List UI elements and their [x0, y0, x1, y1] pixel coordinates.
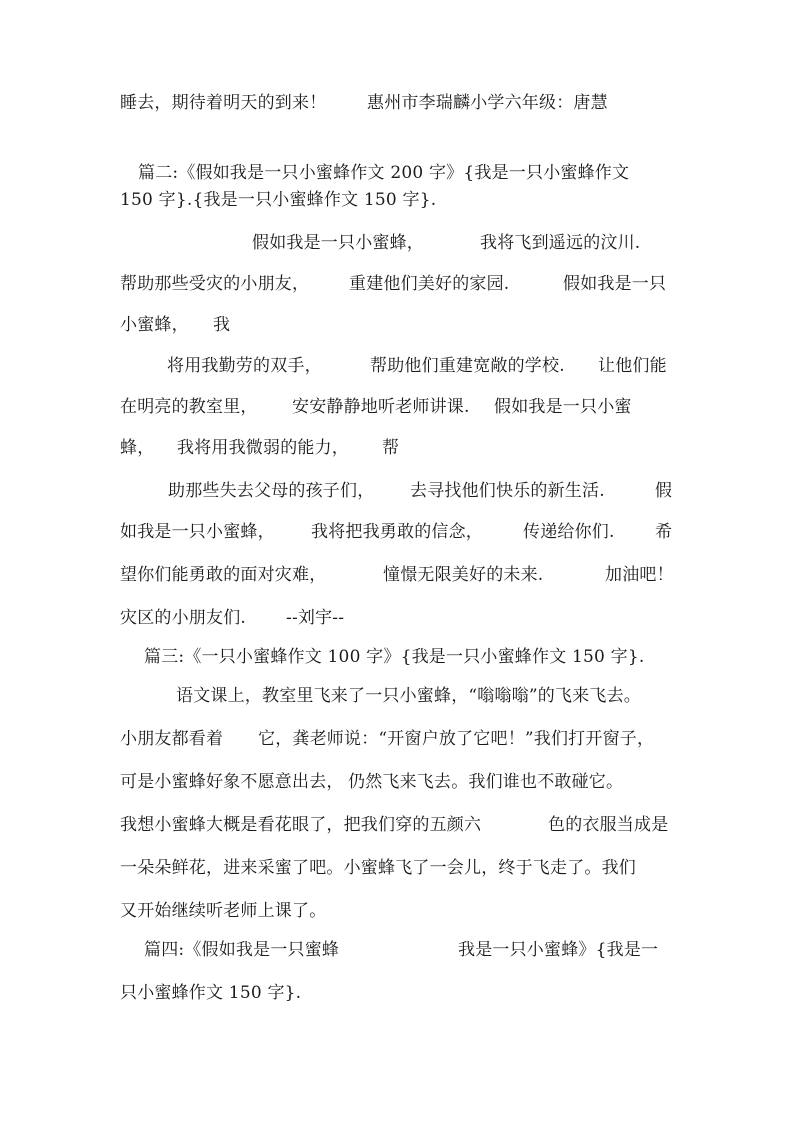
- text-segment: 篇二:《假如我是一只小蜜蜂作文 200 字》{我是一只小蜜蜂作文: [138, 163, 630, 183]
- text-segment: 惠州市李瑞麟小学六年级：唐慧: [367, 93, 608, 113]
- text-segment: 助那些失去父母的孩子们，: [168, 481, 375, 501]
- text-segment: 小蜜蜂，: [120, 315, 189, 335]
- text-line: [0, 725, 794, 753]
- text-segment: 假: [655, 481, 673, 501]
- text-line: [0, 477, 794, 505]
- text-line: [0, 186, 794, 214]
- text-segment: 帮助那些受灾的小朋友，: [120, 274, 310, 294]
- text-segment: 望你们能勇敢的面对灾难，: [120, 565, 327, 585]
- text-segment: 我: [213, 315, 231, 335]
- text-line: [0, 270, 794, 298]
- text-segment: 我将飞到遥远的汶川.: [480, 233, 641, 253]
- text-segment: 它，龚老师说：“开窗户放了它吧！”我们打开窗子，: [258, 729, 655, 749]
- text-segment: 篇三:《一只小蜜蜂作文 100 字》{我是一只小蜜蜂作文 150 字}.: [144, 647, 645, 667]
- text-segment: 帮助他们重建宽敞的学校.: [370, 356, 565, 376]
- text-segment: 假如我是一只: [563, 274, 667, 294]
- text-line: [0, 561, 794, 589]
- text-line: [0, 89, 794, 117]
- text-segment: 睡去，期待着明天的到来！: [120, 93, 327, 113]
- text-segment: 假如我是一只小蜜: [494, 397, 632, 417]
- text-line: [0, 311, 794, 339]
- text-line: [0, 936, 794, 964]
- text-segment: 如我是一只小蜜蜂，: [120, 522, 275, 542]
- text-segment: 我想小蜜蜂大概是看花眼了，把我们穿的五颜六: [120, 815, 482, 835]
- text-segment: --刘宇--: [286, 608, 345, 628]
- text-segment: 传递给你们.: [523, 522, 615, 542]
- text-segment: 150 字}.{我是一只小蜜蜂作文 150 字}.: [120, 190, 437, 210]
- text-segment: 我将把我勇敢的信念，: [311, 522, 483, 542]
- text-line: [0, 393, 794, 421]
- text-line: [0, 434, 794, 462]
- text-segment: 帮: [382, 438, 400, 458]
- text-segment: 我是一只小蜜蜂》{我是一: [458, 940, 659, 960]
- text-segment: 在明亮的教室里，: [120, 397, 258, 417]
- text-segment: 去寻找他们快乐的新生活.: [410, 481, 605, 501]
- text-segment: 小朋友都看着: [120, 729, 224, 749]
- text-segment: 仍然飞来飞去。我们谁也不敢碰它。: [348, 772, 624, 792]
- text-segment: 重建他们美好的家园.: [349, 274, 510, 294]
- text-segment: 语文课上，教室里飞来了一只小蜜蜂，“嗡嗡嗡”的飞来飞去。: [176, 686, 641, 706]
- text-line: [0, 897, 794, 925]
- text-line: [0, 604, 794, 632]
- text-line: [0, 854, 794, 882]
- text-line: [0, 518, 794, 546]
- text-segment: 加油吧！: [605, 565, 674, 585]
- text-line: [0, 768, 794, 796]
- text-line: [0, 229, 794, 257]
- text-line: [0, 352, 794, 380]
- text-line: [0, 811, 794, 839]
- text-segment: 灾区的小朋友们.: [120, 608, 247, 628]
- text-segment: 只小蜜蜂作文 150 字}.: [120, 983, 302, 1003]
- text-line: [0, 682, 794, 710]
- text-line: [0, 979, 794, 1007]
- text-segment: 将用我勤劳的双手，: [167, 356, 322, 376]
- text-segment: 一朵朵鲜花，进来采蜜了吧。小蜜蜂飞了一会儿，终于飞走了。我们: [120, 858, 636, 878]
- text-segment: 让他们能: [598, 356, 667, 376]
- text-line: [0, 159, 794, 187]
- text-segment: 又开始继续听老师上课了。: [120, 901, 327, 921]
- text-segment: 蜂，: [120, 438, 155, 458]
- text-segment: 色的衣服当成是: [548, 815, 669, 835]
- text-segment: 憧憬无限美好的未来.: [383, 565, 544, 585]
- text-segment: 假如我是一只小蜜蜂，: [252, 233, 424, 253]
- text-line: [0, 643, 794, 671]
- text-segment: 我将用我微弱的能力，: [177, 438, 349, 458]
- text-segment: 篇四:《假如我是一只蜜蜂: [144, 940, 340, 960]
- text-segment: 安安静静地听老师讲课.: [292, 397, 470, 417]
- text-segment: 可是小蜜蜂好象不愿意出去，: [120, 772, 344, 792]
- text-segment: 希: [655, 522, 673, 542]
